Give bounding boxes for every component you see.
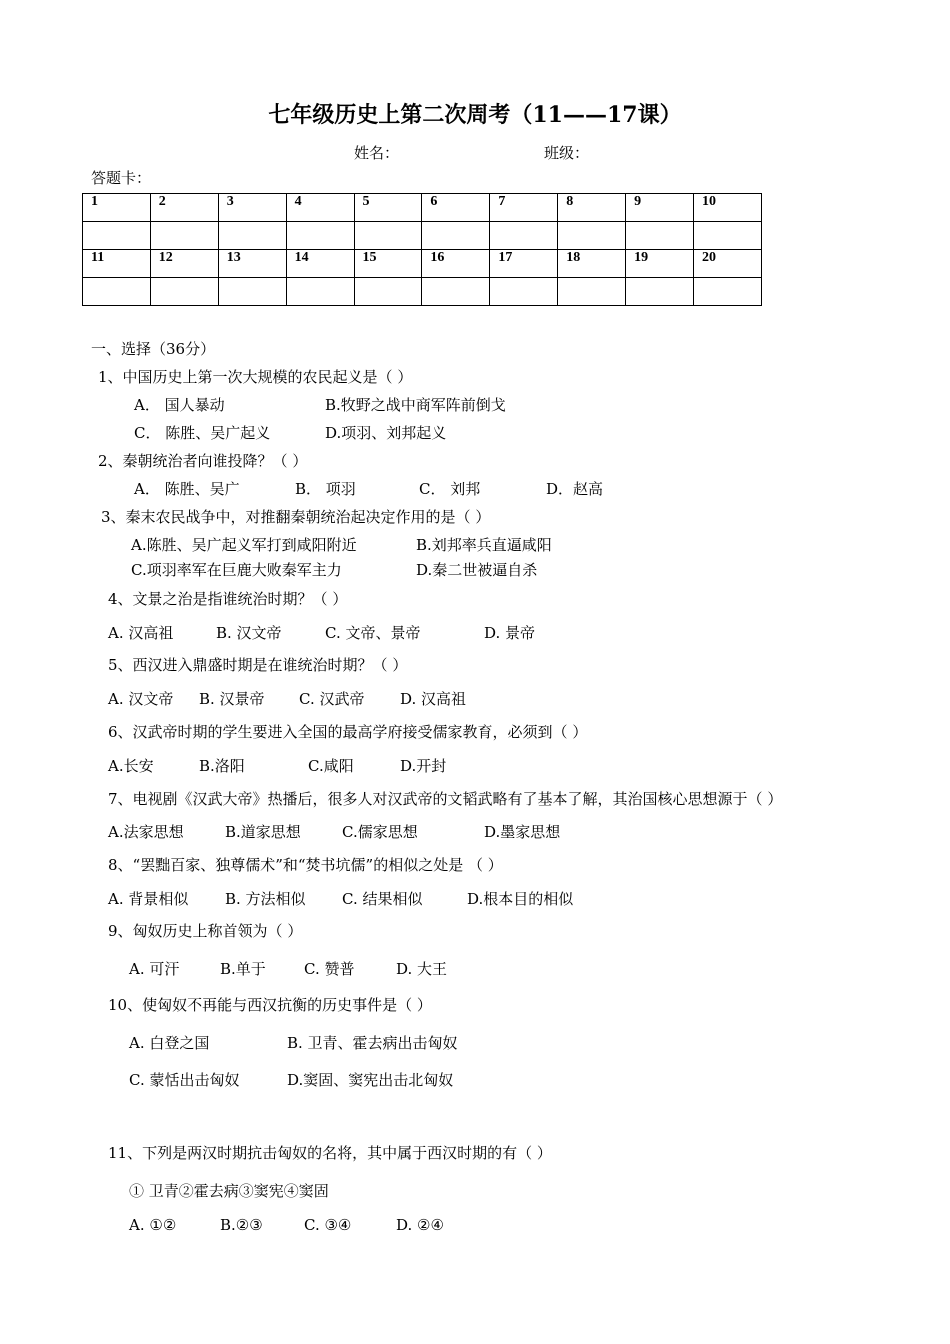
answer-cell[interactable] (354, 222, 422, 250)
option: C． 刘邦 (419, 480, 481, 498)
answer-cell[interactable] (286, 222, 354, 250)
answer-cell[interactable] (490, 222, 558, 250)
option: B. 方法相似 (225, 890, 306, 908)
answer-cell[interactable] (83, 222, 151, 250)
option: B.牧野之战中商军阵前倒戈 (325, 396, 506, 414)
answer-cell[interactable] (354, 278, 422, 306)
option: C.项羽率军在巨鹿大败秦军主力 (131, 561, 342, 579)
answer-card-table (82, 193, 762, 306)
answer-cell[interactable] (694, 222, 762, 250)
option-items: ① 卫青②霍去病③窦宪④窦固 (129, 1182, 329, 1200)
answer-card-number: 2 (150, 194, 218, 222)
option: B.刘邦率兵直逼咸阳 (416, 536, 552, 554)
answer-cell[interactable] (150, 278, 218, 306)
option: A． 国人暴动 (134, 396, 225, 414)
answer-card-number: 8 (558, 194, 626, 222)
answer-card-number: 9 (626, 194, 694, 222)
answer-card-number: 13 (218, 250, 286, 278)
answer-card-blank-row (83, 278, 762, 306)
option: C. 汉武帝 (299, 690, 365, 708)
answer-cell[interactable] (83, 278, 151, 306)
answer-card-number: 1 (83, 194, 151, 222)
option: A. ①② (129, 1216, 177, 1234)
question-stem: 10、使匈奴不再能与西汉抗衡的历史事件是（ ） (108, 996, 432, 1014)
option: C. 蒙恬出击匈奴 (129, 1071, 240, 1089)
option: C.儒家思想 (342, 823, 418, 841)
answer-card-blank-row (83, 222, 762, 250)
answer-cell[interactable] (286, 278, 354, 306)
option: D. 大王 (396, 960, 448, 978)
class-label: 班级： (544, 144, 590, 162)
option: D.根本目的相似 (467, 890, 574, 908)
option: B.②③ (220, 1216, 263, 1234)
answer-card-number-row (83, 194, 762, 222)
option: B. 汉景帝 (199, 690, 265, 708)
answer-card-number: 15 (354, 250, 422, 278)
option: B. 卫青、霍去病出击匈奴 (287, 1034, 458, 1052)
answer-card-number: 17 (490, 250, 558, 278)
question-stem: 8、“罢黜百家、独尊儒术”和“焚书坑儒”的相似之处是 （ ） (108, 856, 503, 874)
answer-cell[interactable] (694, 278, 762, 306)
answer-cell[interactable] (558, 278, 626, 306)
answer-card-number: 4 (286, 194, 354, 222)
option: C. 结果相似 (342, 890, 423, 908)
answer-cell[interactable] (150, 222, 218, 250)
question-stem: 9、匈奴历史上称首领为（ ） (108, 922, 303, 940)
answer-cell[interactable] (422, 278, 490, 306)
question-stem: 5、西汉进入鼎盛时期是在谁统治时期？（ ） (108, 656, 408, 674)
option: C. 文帝、景帝 (325, 624, 421, 642)
page-title: 七年级历史上第二次周考（11——17课） (268, 102, 682, 128)
question-stem: 3、秦末农民战争中，对推翻秦朝统治起决定作用的是（ ） (101, 508, 491, 526)
option: C. ③④ (304, 1216, 352, 1234)
option: A. 汉高祖 (108, 624, 174, 642)
answer-cell[interactable] (218, 278, 286, 306)
answer-card-number: 7 (490, 194, 558, 222)
option: D.墨家思想 (484, 823, 561, 841)
option: D. 景帝 (484, 624, 536, 642)
answer-card-number: 6 (422, 194, 490, 222)
section-heading: 一、选择（36分） (91, 340, 216, 358)
answer-card-number: 18 (558, 250, 626, 278)
option: D．赵高 (546, 480, 604, 498)
question-stem: 2、秦朝统治者向谁投降？（ ） (98, 452, 308, 470)
answer-cell[interactable] (218, 222, 286, 250)
option: D. ②④ (396, 1216, 444, 1234)
option: D.窦固、窦宪出击北匈奴 (287, 1071, 454, 1089)
name-label: 姓名： (354, 144, 400, 162)
question-stem: 4、文景之治是指谁统治时期？（ ） (108, 590, 348, 608)
option: B.洛阳 (199, 757, 245, 775)
answer-cell[interactable] (490, 278, 558, 306)
answer-card-number: 5 (354, 194, 422, 222)
option: C.咸阳 (308, 757, 354, 775)
option: D.项羽、刘邦起义 (325, 424, 447, 442)
question-stem: 6、汉武帝时期的学生要进入全国的最高学府接受儒家教育，必须到（ ） (108, 723, 588, 741)
question-stem: 11、下列是两汉时期抗击匈奴的名将，其中属于西汉时期的有（ ） (108, 1144, 552, 1162)
option: A． 陈胜、吴广 (134, 480, 240, 498)
answer-card-number: 3 (218, 194, 286, 222)
answer-card-label: 答题卡： (91, 169, 152, 187)
answer-card-number: 14 (286, 250, 354, 278)
option: A. 可汗 (129, 960, 180, 978)
option: A. 汉文帝 (108, 690, 174, 708)
answer-card-number: 11 (83, 250, 151, 278)
answer-card-number: 16 (422, 250, 490, 278)
option: A. 白登之国 (129, 1034, 210, 1052)
answer-card-number: 19 (626, 250, 694, 278)
answer-card-number-row (83, 250, 762, 278)
option: A. 背景相似 (108, 890, 189, 908)
answer-card-number: 10 (694, 194, 762, 222)
option: B.单于 (220, 960, 266, 978)
option: B.道家思想 (225, 823, 301, 841)
answer-cell[interactable] (558, 222, 626, 250)
question-stem: 7、电视剧《汉武大帝》热播后，很多人对汉武帝的文韬武略有了基本了解，其治国核心思想源于（ ） (108, 790, 783, 808)
answer-card-number: 20 (694, 250, 762, 278)
answer-cell[interactable] (626, 222, 694, 250)
option: D. 汉高祖 (400, 690, 467, 708)
option: C. 赞普 (304, 960, 355, 978)
question-stem: 1、中国历史上第一次大规模的农民起义是（ ） (98, 368, 413, 386)
answer-cell[interactable] (422, 222, 490, 250)
option: A.陈胜、吴广起义军打到咸阳附近 (131, 536, 357, 554)
answer-cell[interactable] (626, 278, 694, 306)
option: B． 项羽 (295, 480, 356, 498)
answer-card-number: 12 (150, 250, 218, 278)
option: A.长安 (108, 757, 154, 775)
option: B. 汉文帝 (216, 624, 282, 642)
option: A.法家思想 (108, 823, 184, 841)
option: D.开封 (400, 757, 447, 775)
option: D.秦二世被逼自杀 (416, 561, 538, 579)
option: C． 陈胜、吴广起义 (134, 424, 271, 442)
